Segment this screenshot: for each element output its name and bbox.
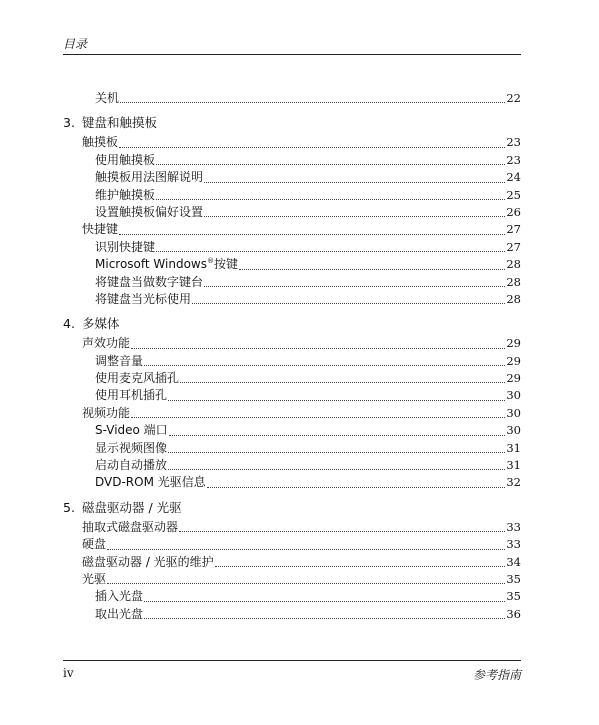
toc-entry-text-suffix: 按键 [214, 257, 239, 272]
toc-entry[interactable] [63, 274, 521, 291]
toc-entry[interactable] [63, 588, 521, 605]
chapter-number: 5. [63, 499, 75, 515]
dot-leader [192, 302, 505, 304]
toc-page-number: 26 [506, 204, 521, 219]
toc-entry-text: 光驱 [82, 571, 107, 586]
toc-entry-label [95, 606, 143, 623]
chapter-title: 磁盘驱动器 / 光驱 [82, 499, 182, 515]
toc-entry[interactable] [63, 221, 521, 238]
toc-entry-label [82, 134, 118, 151]
registered-mark: ® [207, 257, 214, 266]
dot-leader [215, 565, 506, 567]
toc-entry[interactable] [63, 370, 521, 387]
toc-entry-text: 将键盘当做数字键台 [95, 274, 204, 289]
dot-leader [144, 364, 505, 366]
toc-entry-label [95, 457, 167, 474]
toc-page-number: 27 [506, 239, 521, 254]
toc-page-number: 31 [506, 440, 521, 455]
toc-entry-text: 显示视频图像 [95, 440, 168, 455]
toc-entry[interactable] [63, 291, 521, 308]
toc-entry[interactable] [63, 187, 521, 204]
toc-entry-text: 硬盘 [82, 537, 107, 552]
toc-entry-text: S-Video 端口 [95, 423, 168, 438]
toc-entry-text: Microsoft Windows [95, 257, 207, 272]
toc-page-number: 24 [506, 170, 521, 185]
dot-leader [131, 347, 505, 349]
toc-entry-label [95, 588, 143, 605]
toc-entry[interactable] [63, 256, 521, 273]
dot-leader [131, 416, 505, 418]
dot-leader [168, 468, 505, 470]
toc-entry-label [95, 291, 191, 308]
toc-entry-text: 设置触摸板偏好设置 [95, 204, 204, 219]
dot-leader [204, 181, 505, 183]
toc-entry[interactable] [63, 440, 521, 457]
toc-page-number: 33 [506, 519, 521, 534]
toc-entry-label [95, 440, 167, 457]
toc-page-number: 28 [506, 291, 521, 306]
dot-leader [180, 381, 505, 383]
toc-page-number: 35 [506, 589, 521, 604]
toc-chapter-heading [63, 498, 521, 518]
dot-leader [156, 163, 505, 165]
toc-entry[interactable] [63, 353, 521, 370]
footer-page-number: iv [63, 666, 74, 680]
dot-leader [204, 285, 505, 287]
toc-page-number: 35 [506, 571, 521, 586]
toc-entry-text: 取出光盘 [95, 606, 144, 621]
dot-leader [168, 399, 505, 401]
toc-page-number: 22 [506, 91, 521, 105]
toc-entry-text: 维护触摸板 [95, 187, 156, 202]
toc-entry-text: 关机 [95, 91, 120, 105]
toc-page-number: 36 [506, 606, 521, 621]
toc-entry-label [82, 335, 130, 352]
toc-page-number: 27 [506, 222, 521, 237]
toc-page-number: 28 [506, 257, 521, 272]
toc-entry[interactable] [63, 554, 521, 571]
toc-entry-text: 插入光盘 [95, 589, 144, 604]
toc-entry-text: 磁盘驱动器 / 光驱的维护 [82, 554, 214, 569]
toc-entry-label [95, 474, 206, 491]
toc-entry[interactable] [63, 536, 521, 553]
toc-page-number: 30 [506, 405, 521, 420]
toc-entry[interactable] [63, 152, 521, 169]
page-footer [63, 660, 521, 683]
footer-book-title: 参考指南 [472, 668, 521, 682]
toc-entry-text: 启动自动播放 [95, 458, 168, 473]
toc-entry-text: 识别快捷键 [95, 239, 156, 254]
toc-entry-text: 调整音量 [95, 353, 144, 368]
toc-entry-label [95, 239, 155, 256]
toc-page-number: 30 [506, 388, 521, 403]
dot-leader [120, 101, 505, 103]
toc-chapter-heading [63, 314, 521, 334]
toc-entry-label [95, 152, 155, 169]
dot-leader [156, 250, 505, 252]
toc-entry-label [95, 370, 179, 387]
toc-entry-text: 触摸板 [82, 135, 119, 150]
table-of-contents [63, 90, 521, 623]
toc-entry-text: 使用麦克风插孔 [95, 371, 180, 386]
toc-entry[interactable] [63, 90, 521, 107]
toc-entry-text: 快捷键 [82, 222, 119, 237]
chapter-number: 4. [63, 316, 75, 332]
dot-leader [207, 486, 506, 488]
toc-entry-label [95, 274, 203, 291]
toc-entry-text: 抽取式磁盘驱动器 [82, 519, 179, 534]
toc-entry-label [82, 405, 130, 422]
toc-entry-label [95, 187, 155, 204]
toc-chapter-heading [63, 113, 521, 133]
toc-entry[interactable] [63, 519, 521, 536]
dot-leader [144, 617, 505, 619]
dot-leader [239, 268, 505, 270]
dot-leader [168, 451, 505, 453]
dot-leader [204, 215, 505, 217]
toc-page-number: 23 [506, 152, 521, 167]
chapter-title: 多媒体 [82, 316, 120, 332]
toc-entry-label [95, 169, 203, 186]
toc-entry[interactable] [63, 571, 521, 588]
toc-entry[interactable] [63, 204, 521, 221]
toc-page-number: 25 [506, 187, 521, 202]
toc-entry[interactable] [63, 134, 521, 151]
dot-leader [107, 548, 505, 550]
toc-entry-label [95, 422, 168, 439]
header-title: 目录 [63, 37, 88, 51]
toc-entry[interactable] [63, 169, 521, 186]
dot-leader [169, 434, 506, 436]
page-header [63, 33, 521, 55]
toc-entry-label [95, 387, 167, 404]
toc-entry[interactable] [63, 474, 521, 491]
dot-leader [179, 530, 505, 532]
toc-page-number: 33 [506, 537, 521, 552]
toc-entry-label [82, 536, 106, 553]
toc-entry-label [95, 256, 238, 273]
toc-entry-text: 使用耳机插孔 [95, 388, 168, 403]
toc-entry-label [82, 571, 106, 588]
toc-entry[interactable] [63, 606, 521, 623]
toc-page-number: 29 [506, 371, 521, 386]
toc-page-number: 29 [506, 353, 521, 368]
toc-page-number: 30 [506, 423, 521, 438]
toc-entry[interactable] [63, 422, 521, 439]
toc-entry-text: 使用触摸板 [95, 152, 156, 167]
toc-entry[interactable] [63, 457, 521, 474]
dot-leader [119, 233, 505, 235]
toc-entry[interactable] [63, 335, 521, 352]
toc-page-number: 29 [506, 336, 521, 351]
toc-page-number: 23 [506, 135, 521, 150]
toc-entry-text: 触摸板用法图解说明 [95, 170, 204, 185]
toc-entry-label [82, 554, 214, 571]
toc-page-number: 28 [506, 274, 521, 289]
toc-entry-label [95, 353, 143, 370]
toc-entry-text: 视频功能 [82, 405, 131, 420]
toc-entry[interactable] [63, 387, 521, 404]
toc-entry-text: 声效功能 [82, 336, 131, 351]
toc-entry-label [82, 519, 178, 536]
toc-page-number: 32 [506, 475, 521, 490]
toc-entry-label [82, 221, 118, 238]
toc-page-number: 31 [506, 458, 521, 473]
dot-leader [156, 198, 505, 200]
dot-leader [144, 600, 505, 602]
toc-entry-text: DVD-ROM 光驱信息 [95, 475, 206, 490]
toc-page-number: 34 [506, 554, 521, 569]
toc-entry[interactable] [63, 239, 521, 256]
dot-leader [119, 146, 505, 148]
toc-entry-text: 将键盘当光标使用 [95, 291, 192, 306]
toc-entry-label [95, 90, 119, 107]
toc-entry[interactable] [63, 405, 521, 422]
chapter-number: 3. [63, 115, 75, 131]
chapter-title: 键盘和触摸板 [82, 115, 158, 131]
toc-entry-label [95, 204, 203, 221]
dot-leader [107, 582, 505, 584]
